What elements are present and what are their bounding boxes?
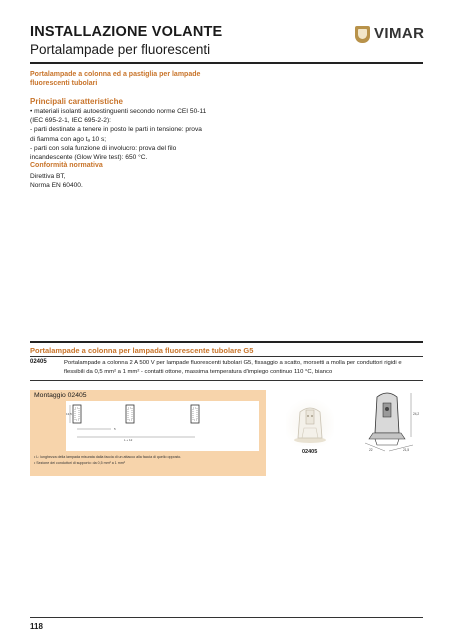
conformity-line: Direttiva BT, [30,173,66,180]
drawing-dim-depth: 22 [369,448,373,452]
lampholder-photo-icon [286,398,334,446]
characteristics-list [30,107,222,162]
lampholder-drawing-icon [355,385,425,455]
characteristics-title: Principali caratteristiche [30,97,123,106]
page-number: 118 [30,622,43,631]
section-title: Portalampade a colonna ed a pastiglia per lampade fluorescenti tubolari [30,71,201,87]
center-holder-outline [126,405,134,423]
technical-drawing [355,385,425,455]
mounting-notes [34,455,181,466]
mounting-note: • Sezione dei conduttori di supporto: da 0,5 mm² a 1 mm² [34,460,125,465]
mounting-diagram [66,401,259,451]
characteristics-line: (IEC 695-2-1, IEC 695-2-2): [30,117,111,125]
logo-text: VIMAR [374,25,425,42]
header-divider [30,62,423,64]
footer-divider [30,617,423,618]
page-subtitle: Portalampade per fluorescenti [30,42,211,57]
right-holder-slot [193,408,197,420]
product-code: 02405 [30,359,47,365]
conformity-list [30,172,83,190]
characteristics-line: di fiamma con ago tₐ 10 s; [30,135,107,143]
left-holder-outline [73,405,81,423]
product-divider [30,356,423,357]
characteristics-line: • materiali isolanti autoestinguenti secondo norme CEI 50-11 [30,108,207,115]
product-divider-bottom [30,380,423,381]
right-holder-outline [191,405,199,423]
dim-label-height: 13,5 [66,412,72,416]
product-divider-top [30,341,423,343]
page-title: INSTALLAZIONE VOLANTE [30,24,223,40]
mounting-note: • L: lunghezza della lampada misurata dalla faccia di un attacco alla faccia di quello opposto. [34,455,182,459]
vimar-logo [355,25,427,45]
conformity-line: Norma EN 60400. [30,182,83,189]
shield-icon [355,26,370,43]
characteristics-line: incandescente (Glow Wire test): 650 °C. [30,154,148,162]
left-holder-slot [75,408,79,420]
dim-label-offset: 5 [114,427,116,431]
product-description: Portalampade a colonna 2 A 500 V per lampade fluorescenti tubolari G5, fissaggio a scatto, morsetti a molla per conduttori rigidi e flessibili da 0,5 mm² a 1 mm² - contatti ottone, massima temperatura d'impiego continuo 110 °C, bianco [64,360,402,375]
center-holder-slot [128,408,132,420]
product-photo [286,398,334,446]
drawing-dim-width: 21,5 [403,448,410,452]
mounting-title: Montaggio 02405 [34,392,87,399]
mounting-diagram-svg [66,401,259,451]
characteristics-line: - parti destinate a tenere in posto le parti in tensione: prova [30,126,202,134]
dim-label-length: L + 12 [124,438,133,442]
conformity-title: Conformità normativa [30,162,103,169]
product-header: Portalampade a colonna per lampada fluorescente tubolare G5 [30,346,254,355]
drawing-dim-height: 24,2 [413,412,420,416]
characteristics-line: - parti con sola funzione di involucro: prova del filo [30,144,177,152]
photo-code: 02405 [302,449,318,455]
